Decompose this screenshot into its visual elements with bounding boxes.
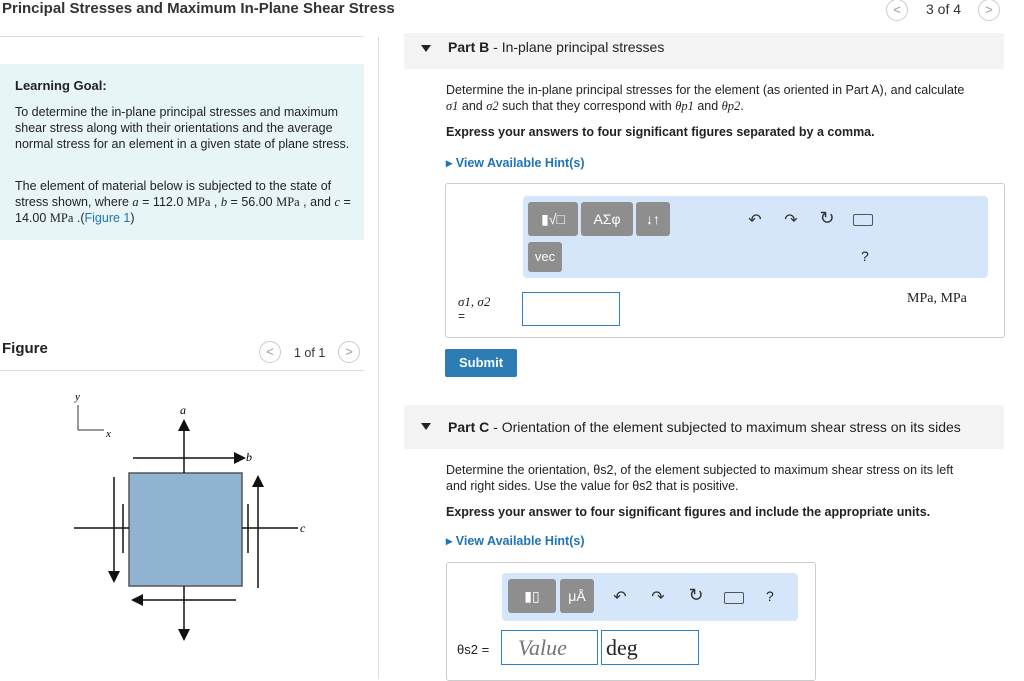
theta-p1-symbol: θp1 xyxy=(675,99,694,113)
figure-divider xyxy=(0,370,364,371)
a-unit: MPa xyxy=(186,195,211,209)
part-c-help-button[interactable]: ? xyxy=(766,588,774,604)
part-b-units: MPa, MPa xyxy=(907,291,967,306)
part-b-title: Part B - In-plane principal stresses xyxy=(448,39,665,55)
submit-button[interactable]: Submit xyxy=(445,349,517,377)
templates-button-c[interactable]: ▮▯ xyxy=(508,579,556,613)
part-c-question-line1: Determine the orientation, θs2, of the element subjected to maximum shear stress on its left xyxy=(446,463,954,477)
part-c-header[interactable] xyxy=(404,405,1004,449)
and-text-2: and xyxy=(697,99,719,113)
b-value: 56.00 xyxy=(241,195,273,209)
unit-input[interactable]: deg xyxy=(601,630,699,665)
part-b-instruction: Express your answers to four significant figures separated by a comma. xyxy=(446,125,875,139)
part-b-question: Determine the in-plane principal stresses for the element (as oriented in Part A), and calculate σ1 and σ2 such that they correspond with θp1 and θp2. xyxy=(446,83,965,113)
c-unit: MPa xyxy=(49,211,74,225)
part-c-question-line2: and right sides. Use the value for θs2 that is positive. xyxy=(446,479,739,493)
part-b-hint-text[interactable]: View Available Hint(s) xyxy=(455,156,585,170)
and-text: and xyxy=(461,99,483,113)
axis-y-label: y xyxy=(75,391,80,403)
part-b-equals: = xyxy=(458,309,466,323)
figure-prev-button[interactable]: < xyxy=(259,341,281,363)
keyboard-icon[interactable] xyxy=(853,214,873,226)
stress-element-square xyxy=(129,473,242,586)
sigma1-symbol: σ1 xyxy=(446,99,459,113)
figure-label: Figure xyxy=(2,340,48,357)
item-pager-label: 3 of 4 xyxy=(926,1,962,17)
redo-icon-c[interactable]: ↷ xyxy=(651,589,665,606)
part-c-question xyxy=(446,462,1002,494)
figure-link[interactable]: Figure 1 xyxy=(84,211,131,225)
figure-label-a: a xyxy=(180,403,186,417)
part-b-title-text: In-plane principal stresses xyxy=(501,39,665,55)
learning-goal-panel xyxy=(0,64,364,240)
part-b-header[interactable] xyxy=(404,33,1004,69)
figure-pager-label: 1 of 1 xyxy=(294,346,326,360)
part-b-question-line1: Determine the in-plane principal stresses for the element (as oriented in Part A), and calculate xyxy=(446,83,965,97)
part-b-prefix: Part B xyxy=(448,39,490,55)
redo-icon[interactable]: ↷ xyxy=(784,212,798,229)
part-c-instruction: Express your answer to four significant figures and include the appropriate units. xyxy=(446,505,931,519)
stress-intro: The element of material below is subjected to the state of stress shown, where xyxy=(15,179,332,209)
keyboard-icon-c[interactable] xyxy=(724,592,744,604)
figure-label-b: b xyxy=(246,450,252,464)
learning-goal-heading: Learning Goal: xyxy=(15,78,107,93)
vector-button[interactable]: vec xyxy=(528,242,562,272)
part-c-hint-text[interactable]: View Available Hint(s) xyxy=(455,534,585,548)
figure-next-button[interactable]: > xyxy=(338,341,360,363)
theta-p2-symbol: θp2 xyxy=(721,99,741,113)
part-b-math-toolbar xyxy=(523,196,988,278)
templates-button[interactable]: ▮√□ xyxy=(528,202,578,236)
part-b-help-button[interactable]: ? xyxy=(861,248,869,264)
value-input[interactable] xyxy=(501,630,598,665)
part-c-math-toolbar xyxy=(502,573,798,621)
part-b-answer-input[interactable] xyxy=(522,292,620,326)
figure-label-c: c xyxy=(300,521,306,535)
undo-icon[interactable]: ↶ xyxy=(748,212,762,229)
greek-symbols-button[interactable]: AΣφ xyxy=(581,202,633,236)
left-divider xyxy=(0,36,364,37)
coordinate-axes xyxy=(74,391,111,440)
axis-x-label: x xyxy=(106,428,111,440)
part-c-answer-label: θs2 = xyxy=(457,642,490,657)
stress-element-figure xyxy=(0,380,370,679)
subscript-superscript-button[interactable]: ↓↑ xyxy=(636,202,670,236)
part-c-prefix: Part C xyxy=(448,419,490,435)
collapse-triangle-icon-c[interactable] xyxy=(421,423,431,430)
a-value: 112.0 xyxy=(152,195,184,209)
b-symbol: b xyxy=(220,195,228,209)
b-unit: MPa xyxy=(276,195,300,209)
undo-icon-c[interactable]: ↶ xyxy=(613,589,627,606)
reset-icon[interactable]: ↻ xyxy=(819,208,835,228)
such-that-text: such that they correspond with xyxy=(502,99,672,113)
part-c-title: Part C - Orientation of the element subjected to maximum shear stress on its sides xyxy=(448,419,961,435)
part-c-hint-link[interactable]: ▸ View Available Hint(s) xyxy=(446,534,585,548)
learning-goal-text: To determine the in-plane principal stresses and maximum shear stress along with their orientations and the average normal stress for an element in a given state of plane stress. xyxy=(15,105,350,151)
a-symbol: a xyxy=(132,195,139,209)
page-title: Principal Stresses and Maximum In-Plane Shear Stress xyxy=(2,0,395,17)
units-button[interactable]: μÅ xyxy=(560,579,594,613)
part-c-answer-box xyxy=(446,562,816,681)
c-symbol: c xyxy=(334,195,341,209)
reset-icon-c[interactable]: ↻ xyxy=(688,585,704,605)
sigma2-symbol: σ2 xyxy=(486,99,499,113)
part-c-title-text: Orientation of the element subjected to maximum shear stress on its sides xyxy=(501,419,961,435)
next-item-button[interactable]: > xyxy=(978,0,1000,21)
part-b-answer-box xyxy=(445,183,1005,338)
column-divider xyxy=(378,36,379,679)
learning-goal-stress-text: The element of material below is subjected to the state of stress shown, where a = 112.0 MPa , b = 56.00 MPa , and c = 14.00 MPa .(Figure 1) xyxy=(15,179,351,225)
part-b-hint-link[interactable]: ▸ View Available Hint(s) xyxy=(446,156,585,170)
prev-item-button[interactable]: < xyxy=(886,0,908,21)
collapse-triangle-icon[interactable] xyxy=(421,45,431,52)
part-b-answer-label: σ1, σ2 xyxy=(458,294,491,309)
c-value: 14.00 xyxy=(15,211,47,225)
